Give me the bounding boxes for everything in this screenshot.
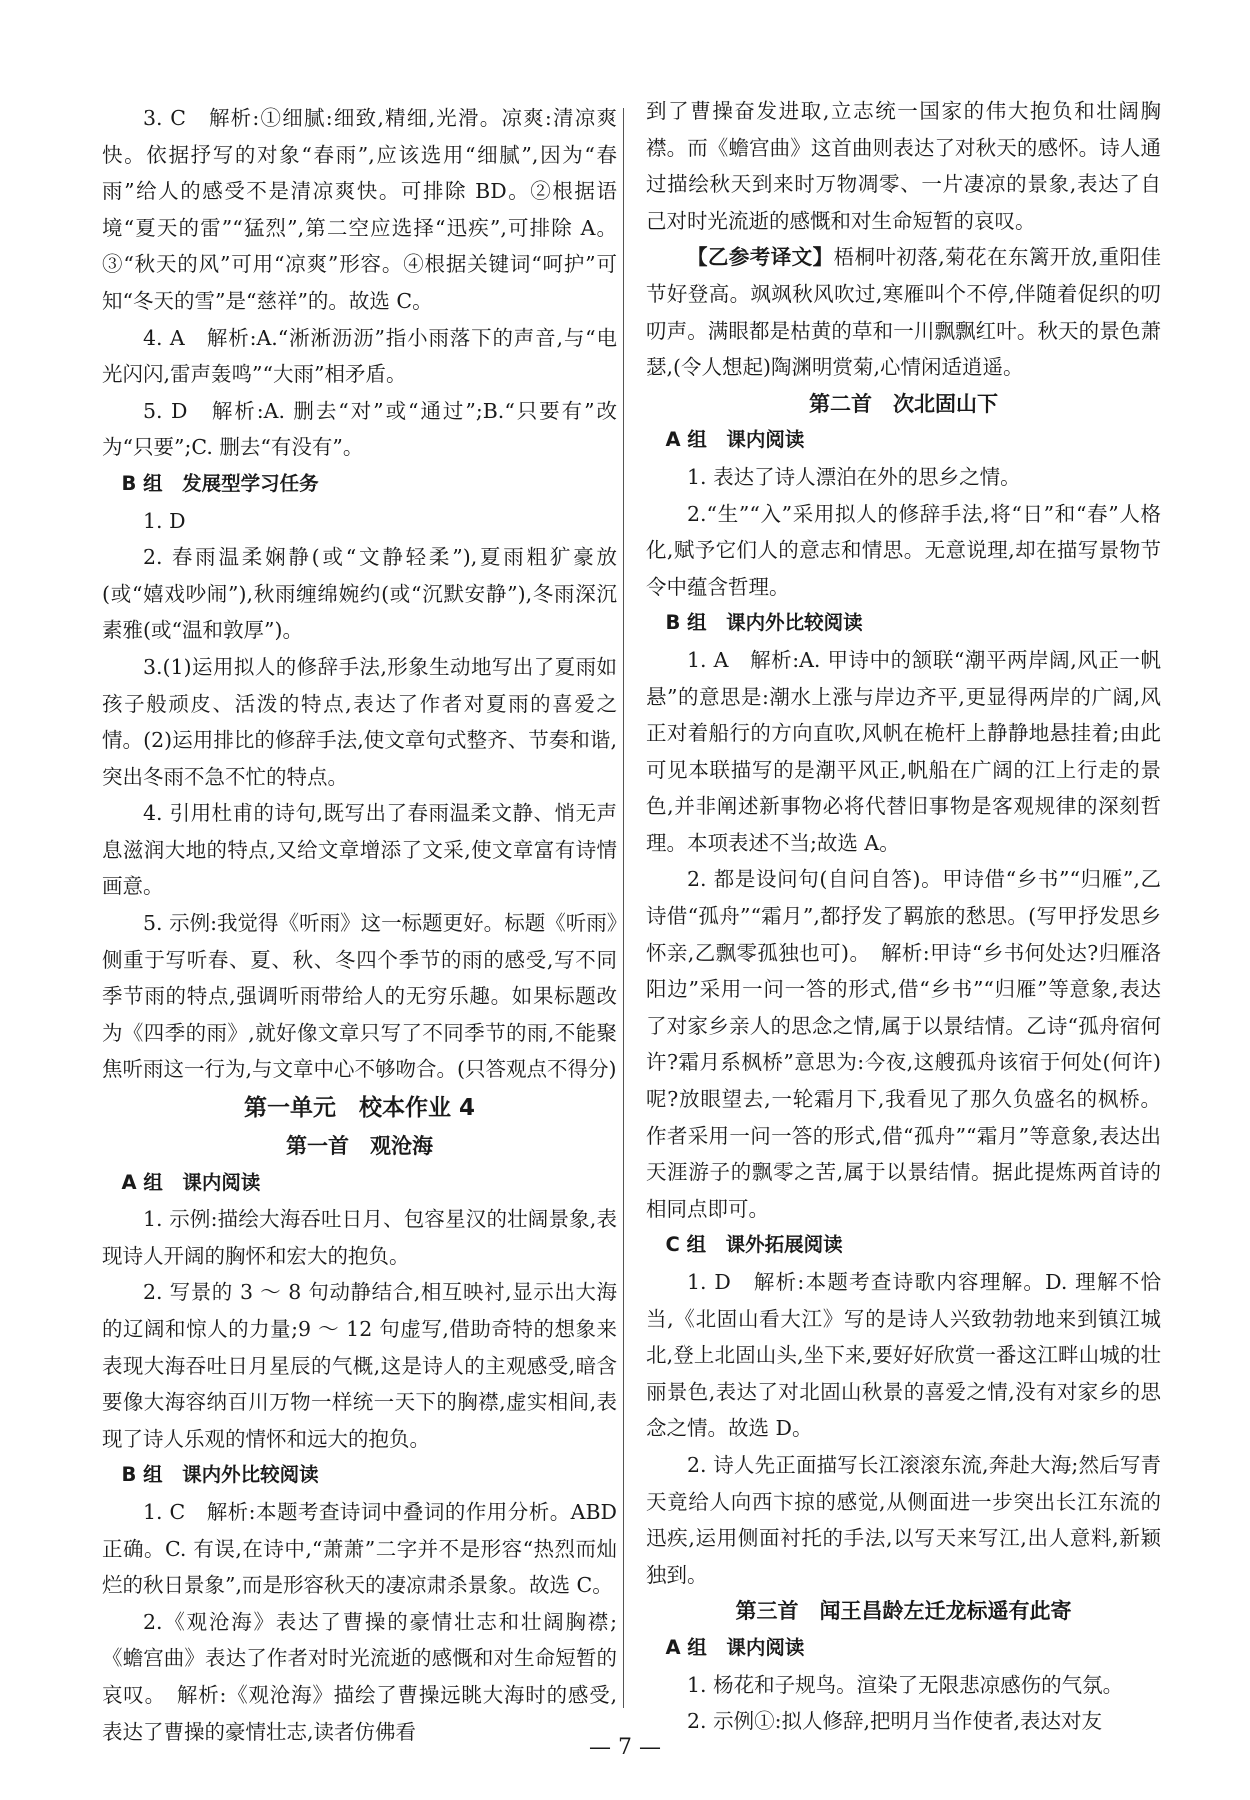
section-heading: A 组 课内阅读 bbox=[665, 428, 805, 452]
section-heading: A 组 课内阅读 bbox=[665, 1635, 805, 1659]
answer-paragraph: 1. C 解析:本题考查诗词中叠词的作用分析。ABD 正确。C. 有误,在诗中,“萧萧”二字并不是形容“热烈而灿烂的秋日景象”,而是形容秋天的凄凉肃杀景象。故选 C。 bbox=[102, 1499, 617, 1598]
column-divider bbox=[623, 108, 624, 1708]
answer-paragraph: 1. A 解析:A. 甲诗中的颔联“潮平两岸阔,风正一帆悬”的意思是:潮水上涨与岸边齐平,更显得两岸的广阔,风正对着船行的方向直吹,风帆在桅杆上静静地悬挂着;由此可见本联描写的是潮平风正,帆船在广阔的江上行走的景色,并非阐述新事物必将代替旧事物是客观规律的深刻哲理。本项表述不当;故选 A。 bbox=[646, 647, 1161, 855]
right-column bbox=[646, 93, 1161, 1740]
answer-paragraph: 2. 示例①:拟人修辞,把明月当作使者,表达对友 bbox=[687, 1709, 1103, 1734]
translation-text: 梧桐叶初落,菊花在东篱开放,重阳佳节好登高。飒飒秋风吹过,寒雁叫个不停,伴随着促织的叨叨声。满眼都是枯黄的草和一川飘飘红叶。秋天的景色萧瑟,(令人想起)陶渊明赏菊,心情闲适逍遥。 bbox=[646, 245, 1161, 380]
answer-paragraph: 4. 引用杜甫的诗句,既写出了春雨温柔文静、悄无声息滋润大地的特点,又给文章增添了文采,使文章富有诗情画意。 bbox=[102, 801, 617, 899]
answer-paragraph: 2.《观沧海》表达了曹操的豪情壮志和壮阔胸襟;《蟾宫曲》表达了作者对时光流逝的感慨和对生命短暂的哀叹。 解析:《观沧海》描绘了曹操远眺大海时的感受,表达了曹操的豪情壮志,读者仿佛看 bbox=[102, 1609, 617, 1744]
answer-paragraph: 1. D 解析:本题考查诗歌内容理解。D. 理解不恰当,《北固山看大江》写的是诗人兴致勃勃地来到镇江城北,登上北固山头,坐下来,要好好欣赏一番这江畔山城的壮丽景色,表达了对北固山秋景的喜爱之情,没有对家乡的思念之情。故选 D。 bbox=[646, 1270, 1161, 1441]
answer-paragraph: 2. 诗人先正面描写长江滚滚东流,奔赴大海;然后写青天竟给人向西卞掠的感觉,从侧面进一步突出长江东流的迅疾,运用侧面衬托的手法,以写天来写江,出人意料,新颖独到。 bbox=[646, 1452, 1161, 1587]
answer-paragraph: 2. 春雨温柔娴静(或“文静轻柔”),夏雨粗犷豪放(或“嬉戏吵闹”),秋雨缠绵婉约(或“沉默安静”),冬雨深沉素雅(或“温和敦厚”)。 bbox=[102, 545, 617, 643]
answer-paragraph: 1. D bbox=[143, 508, 186, 533]
section-heading: C 组 课外拓展阅读 bbox=[665, 1233, 843, 1257]
answer-paragraph: 5. 示例:我觉得《听雨》这一标题更好。标题《听雨》侧重于写听春、夏、秋、冬四个季节的雨的感受,写不同季节雨的特点,强调听雨带给人的无穷乐趣。如果标题改为《四季的雨》,就好像文章只写了不同季节的雨,不能聚焦听雨这一行为,与文章中心不够吻合。(只答观点不得分) bbox=[102, 911, 617, 1082]
answer-paragraph: 3. C 解析:①细腻:细致,精细,光滑。凉爽:清凉爽快。依据抒写的对象“春雨”,应该选用“细腻”,因为“春雨”给人的感受不是清凉爽快。可排除 BD。②根据语境“夏天的雷”“猛烈”,第二空应选择“迅疾”,可排除 A。③“秋天的风”可用“凉爽”形容。④根据关键词“呵护”可知“冬天的雪”是“慈祥”的。故选 C。 bbox=[102, 106, 617, 313]
answer-paragraph: 2.“生”“入”采用拟人的修辞手法,将“日”和“春”人格化,赋予它们人的意志和情思。无意说理,却在描写景物节令中蕴含哲理。 bbox=[646, 501, 1161, 599]
answer-paragraph: 4. A 解析:A.“淅淅沥沥”指小雨落下的声音,与“电光闪闪,雷声轰鸣”“大雨”相矛盾。 bbox=[102, 325, 617, 387]
translation-paragraph bbox=[646, 239, 1161, 385]
continued-paragraph: 到了曹操奋发进取,立志统一国家的伟大抱负和壮阔胸襟。而《蟾宫曲》这首曲则表达了对秋天的感怀。诗人通过描绘秋天到来时万物凋零、一片凄凉的景象,表达了自己对时光流逝的感慨和对生命短暂的哀叹。 bbox=[646, 99, 1161, 233]
section-heading: B 组 发展型学习任务 bbox=[121, 471, 319, 495]
translation-label: 【乙参考译文】 bbox=[687, 245, 834, 270]
section-heading: B 组 课内外比较阅读 bbox=[665, 611, 863, 635]
answer-paragraph: 2. 写景的 3 ～ 8 句动静结合,相互映衬,显示出大海的辽阔和惊人的力量;9 ～ 12 句虚写,借助奇特的想象来表现大海吞吐日月星辰的气概,这是诗人的主观感受,暗含要像大海容纳百川万物一样统一天下的胸襟,虚实相间,表现了诗人乐观的情怀和远大的抱负。 bbox=[102, 1280, 617, 1451]
poem-title: 第二首 次北固山下 bbox=[809, 391, 998, 416]
section-heading: A 组 课内阅读 bbox=[121, 1170, 261, 1194]
answer-paragraph: 5. D 解析:A. 删去“对”或“通过”;B.“只要有”改为“只要”;C. 删去“有没有”。 bbox=[102, 398, 617, 460]
answer-paragraph: 2. 都是设问句(自问自答)。甲诗借“乡书”“归雁”,乙诗借“孤舟”“霜月”,都抒发了羁旅的愁思。(写甲抒发思乡怀亲,乙飘零孤独也可)。 解析:甲诗“乡书何处达?归雁洛阳边”采用一问一答的形式,借“乡书”“归雁”等意象,表达了对家乡亲人的思念之情,属于以景结情。乙诗“孤舟宿何许?霜月系枫桥”意思为:今夜,这艘孤舟该宿于何处(何许)呢?放眼望去,一轮霜月下,我看见了那久负盛名的枫桥。作者采用一问一答的形式,借“孤舟”“霜月”等意象,表达出天涯游子的飘零之苦,属于以景结情。据此提炼两首诗的相同点即可。 bbox=[646, 867, 1161, 1221]
answer-paragraph: 1. 表达了诗人漂泊在外的思乡之情。 bbox=[687, 464, 1021, 489]
poem-title: 第三首 闻王昌龄左迁龙标遥有此寄 bbox=[735, 1599, 1072, 1624]
answer-paragraph: 3.(1)运用拟人的修辞手法,形象生动地写出了夏雨如孩子般顽皮、活泼的特点,表达了作者对夏雨的喜爱之情。(2)运用排比的修辞手法,使文章句式整齐、节奏和谐,突出冬雨不急不忙的特点。 bbox=[102, 654, 617, 789]
answer-paragraph: 1. 杨花和子规鸟。渲染了无限悲凉感伤的气氛。 bbox=[687, 1672, 1124, 1697]
page-number: — 7 — bbox=[589, 1735, 661, 1760]
left-column bbox=[102, 100, 617, 1750]
poem-title: 第一首 观沧海 bbox=[286, 1134, 433, 1159]
answer-paragraph: 1. 示例:描绘大海吞吐日月、包容星汉的壮阔景象,表现诗人开阔的胸怀和宏大的抱负。 bbox=[102, 1207, 617, 1268]
unit-title: 第一单元 校本作业 4 bbox=[243, 1095, 475, 1122]
section-heading: B 组 课内外比较阅读 bbox=[121, 1463, 319, 1487]
